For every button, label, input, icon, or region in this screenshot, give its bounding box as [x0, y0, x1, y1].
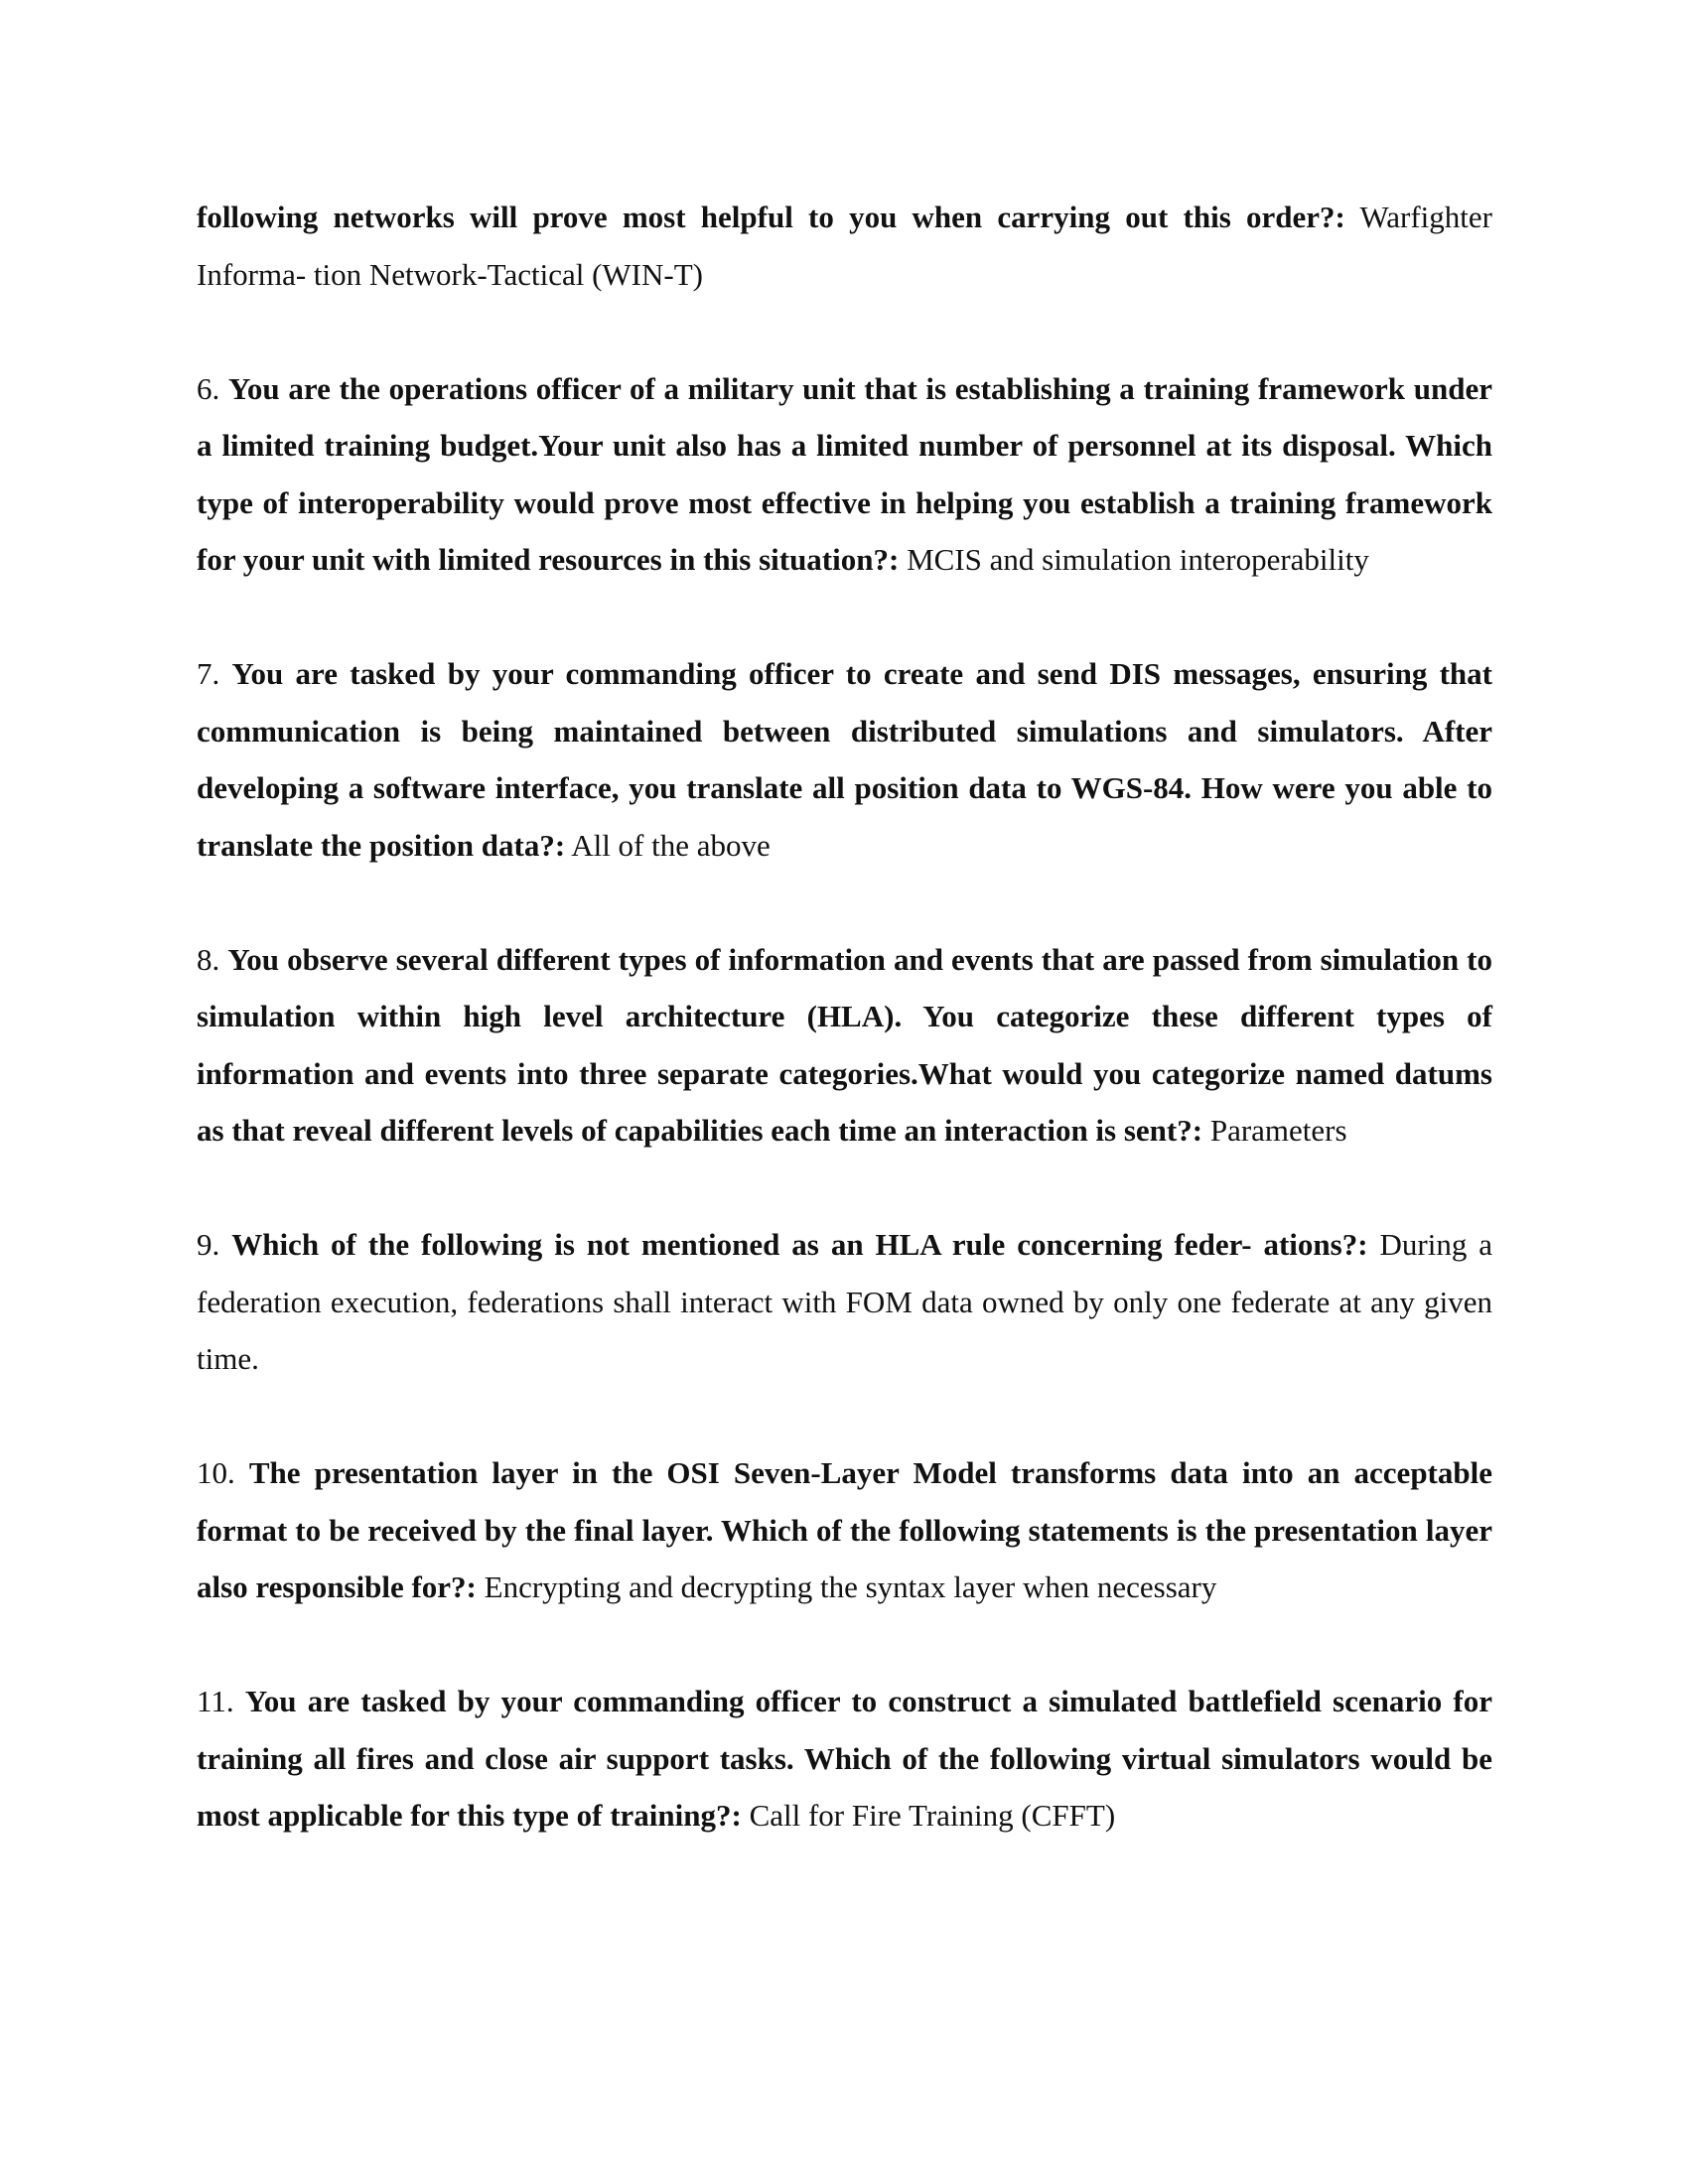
answer-text: Warfighter Informa- tion Network-Tactical (WIN-T) — [197, 200, 1492, 292]
question-text: You are tasked by your commanding officer to create and send DIS messages, ensuring that communication is being maintained between distributed simulations and simulators. After developing a software interface, you translate all position data to WGS-84. How were you able to translate the position data?: — [197, 656, 1492, 863]
answer-text: Call for Fire Training (CFFT) — [749, 1798, 1116, 1833]
item-number: 11. — [197, 1684, 234, 1718]
question-text: following networks will prove most helpful to you when carrying out this order?: — [197, 200, 1345, 234]
question-text: You are tasked by your commanding officer to construct a simulated battlefield scenario for training all fires and close air support tasks. Which of the following virtual simulators would be most applicable for this type of training?: — [197, 1684, 1493, 1833]
answer-text: Encrypting and decrypting the syntax layer when necessary — [484, 1570, 1217, 1604]
question-text: You observe several different types of information and events that are passed from simulation to simulation within high level architecture (HLA). You categorize these different types of information and events into three separate categories.What would you categorize named datums as that reveal different levels of capabilities each time an interaction is sent?: — [197, 941, 1493, 1148]
answer-text: All of the above — [571, 827, 771, 863]
question-text: You are the operations officer of a military unit that is establishing a training framework under a limited training budget.Your unit also has a limited number of personnel at its disposal. Which type of interoperability would prove most effective in helping you establish a training framework for your unit with limited resources in this situation?: — [197, 370, 1493, 577]
answer-text: MCIS and simulation interoperability — [907, 542, 1369, 577]
qa-item-continued — [197, 189, 1492, 303]
qa-item-10 — [197, 1444, 1492, 1616]
qa-item-11 — [197, 1673, 1492, 1844]
qa-item-8 — [197, 931, 1492, 1160]
qa-item-6 — [197, 360, 1492, 589]
question-text: Which of the following is not mentioned as an HLA rule concerning feder- ations?: — [231, 1227, 1368, 1262]
answer-text: During a federation execution, federations shall interact with FOM data owned by only one federate at any given time. — [197, 1227, 1493, 1376]
qa-item-7 — [197, 645, 1492, 874]
item-number: 10. — [197, 1455, 235, 1490]
answer-text: Parameters — [1209, 1113, 1347, 1148]
qa-item-9 — [197, 1216, 1492, 1388]
item-number: 6. — [197, 370, 220, 406]
document-page — [197, 189, 1492, 1901]
item-number: 8. — [197, 941, 220, 977]
question-text: The presentation layer in the OSI Seven-Layer Model transforms data into an acceptable format to be received by the final layer. Which of the following statements is the presentation layer also responsible for?: — [197, 1455, 1492, 1604]
item-number: 7. — [197, 656, 220, 691]
item-number: 9. — [197, 1227, 220, 1262]
